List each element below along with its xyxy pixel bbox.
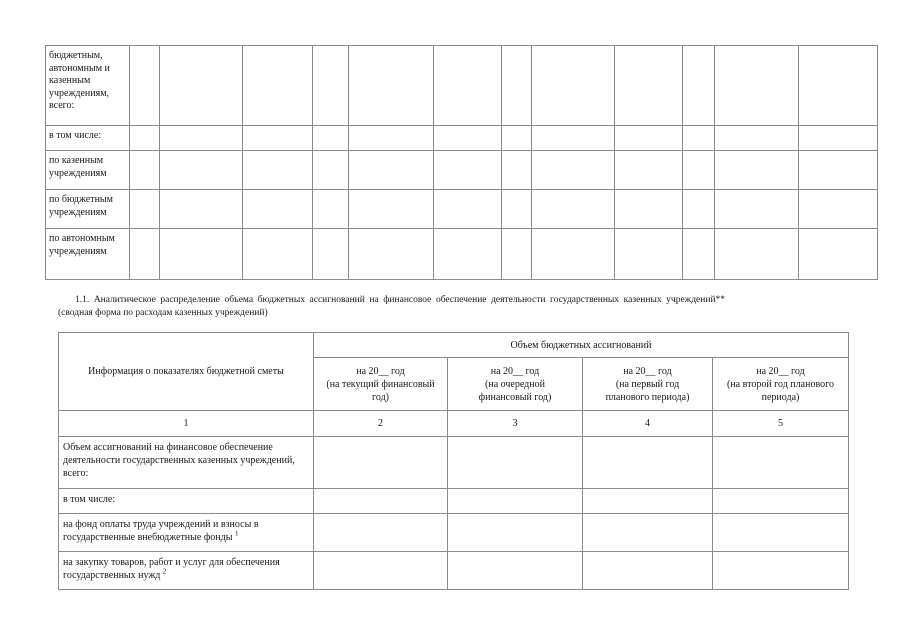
column-group-header: Объем бюджетных ассигнований (314, 333, 849, 358)
row-label: в том числе: (59, 489, 314, 514)
table-row (59, 552, 849, 590)
row-label: по бюджетным учреждениям (46, 190, 130, 229)
column-header-period: на 20__ год (на первый год планового периода) (583, 358, 713, 411)
section-subheading: (сводная форма по расходам казенных учреждений) (58, 308, 268, 318)
column-header-period: на 20__ год (на текущий финансовый год) (314, 358, 448, 411)
table-row (59, 437, 849, 489)
row-label: на закупку товаров, работ и услуг для обеспечения государственных нужд $^2$ (59, 552, 314, 590)
footnote-marker: 1 (234, 529, 239, 538)
column-number: 5 (713, 411, 849, 437)
column-number-row (59, 411, 849, 437)
table-row (46, 126, 878, 151)
column-number: 3 (448, 411, 583, 437)
table-row (46, 46, 878, 126)
row-label: бюджетным, автономным и казенным учреждениям, всего: (46, 46, 130, 126)
column-number: 1 (59, 411, 314, 437)
budget-distribution-table-continued (45, 45, 878, 280)
row-label: Объем ассигнований на финансовое обеспечение деятельности государственных казенных учреждений, всего: (59, 437, 314, 489)
table-row (46, 229, 878, 280)
row-label: на фонд оплаты труда учреждений и взносы в государственные внебюджетные фонды $^1$ (59, 514, 314, 552)
table-row (59, 489, 849, 514)
table-row (46, 151, 878, 190)
row-label: по автономным учреждениям (46, 229, 130, 280)
column-number: 4 (583, 411, 713, 437)
table-row (59, 514, 849, 552)
section-heading: 1.1. Аналитическое распределение объема бюджетных ассигнований на финансовое обеспечение деятельности государственных казенных учреждений** (75, 295, 726, 305)
column-header-indicator-info: Информация о показателях бюджетной сметы (59, 333, 314, 411)
column-number: 2 (314, 411, 448, 437)
casual-institutions-allocation-table (58, 332, 849, 590)
column-header-period: на 20__ год (на второй год планового периода) (713, 358, 849, 411)
footnote-marker: 2 (162, 567, 167, 576)
header-row (59, 333, 849, 358)
table-row (46, 190, 878, 229)
column-header-period: на 20__ год (на очередной финансовый год) (448, 358, 583, 411)
row-label: по казенным учреждениям (46, 151, 130, 190)
row-label: в том числе: (46, 126, 130, 151)
